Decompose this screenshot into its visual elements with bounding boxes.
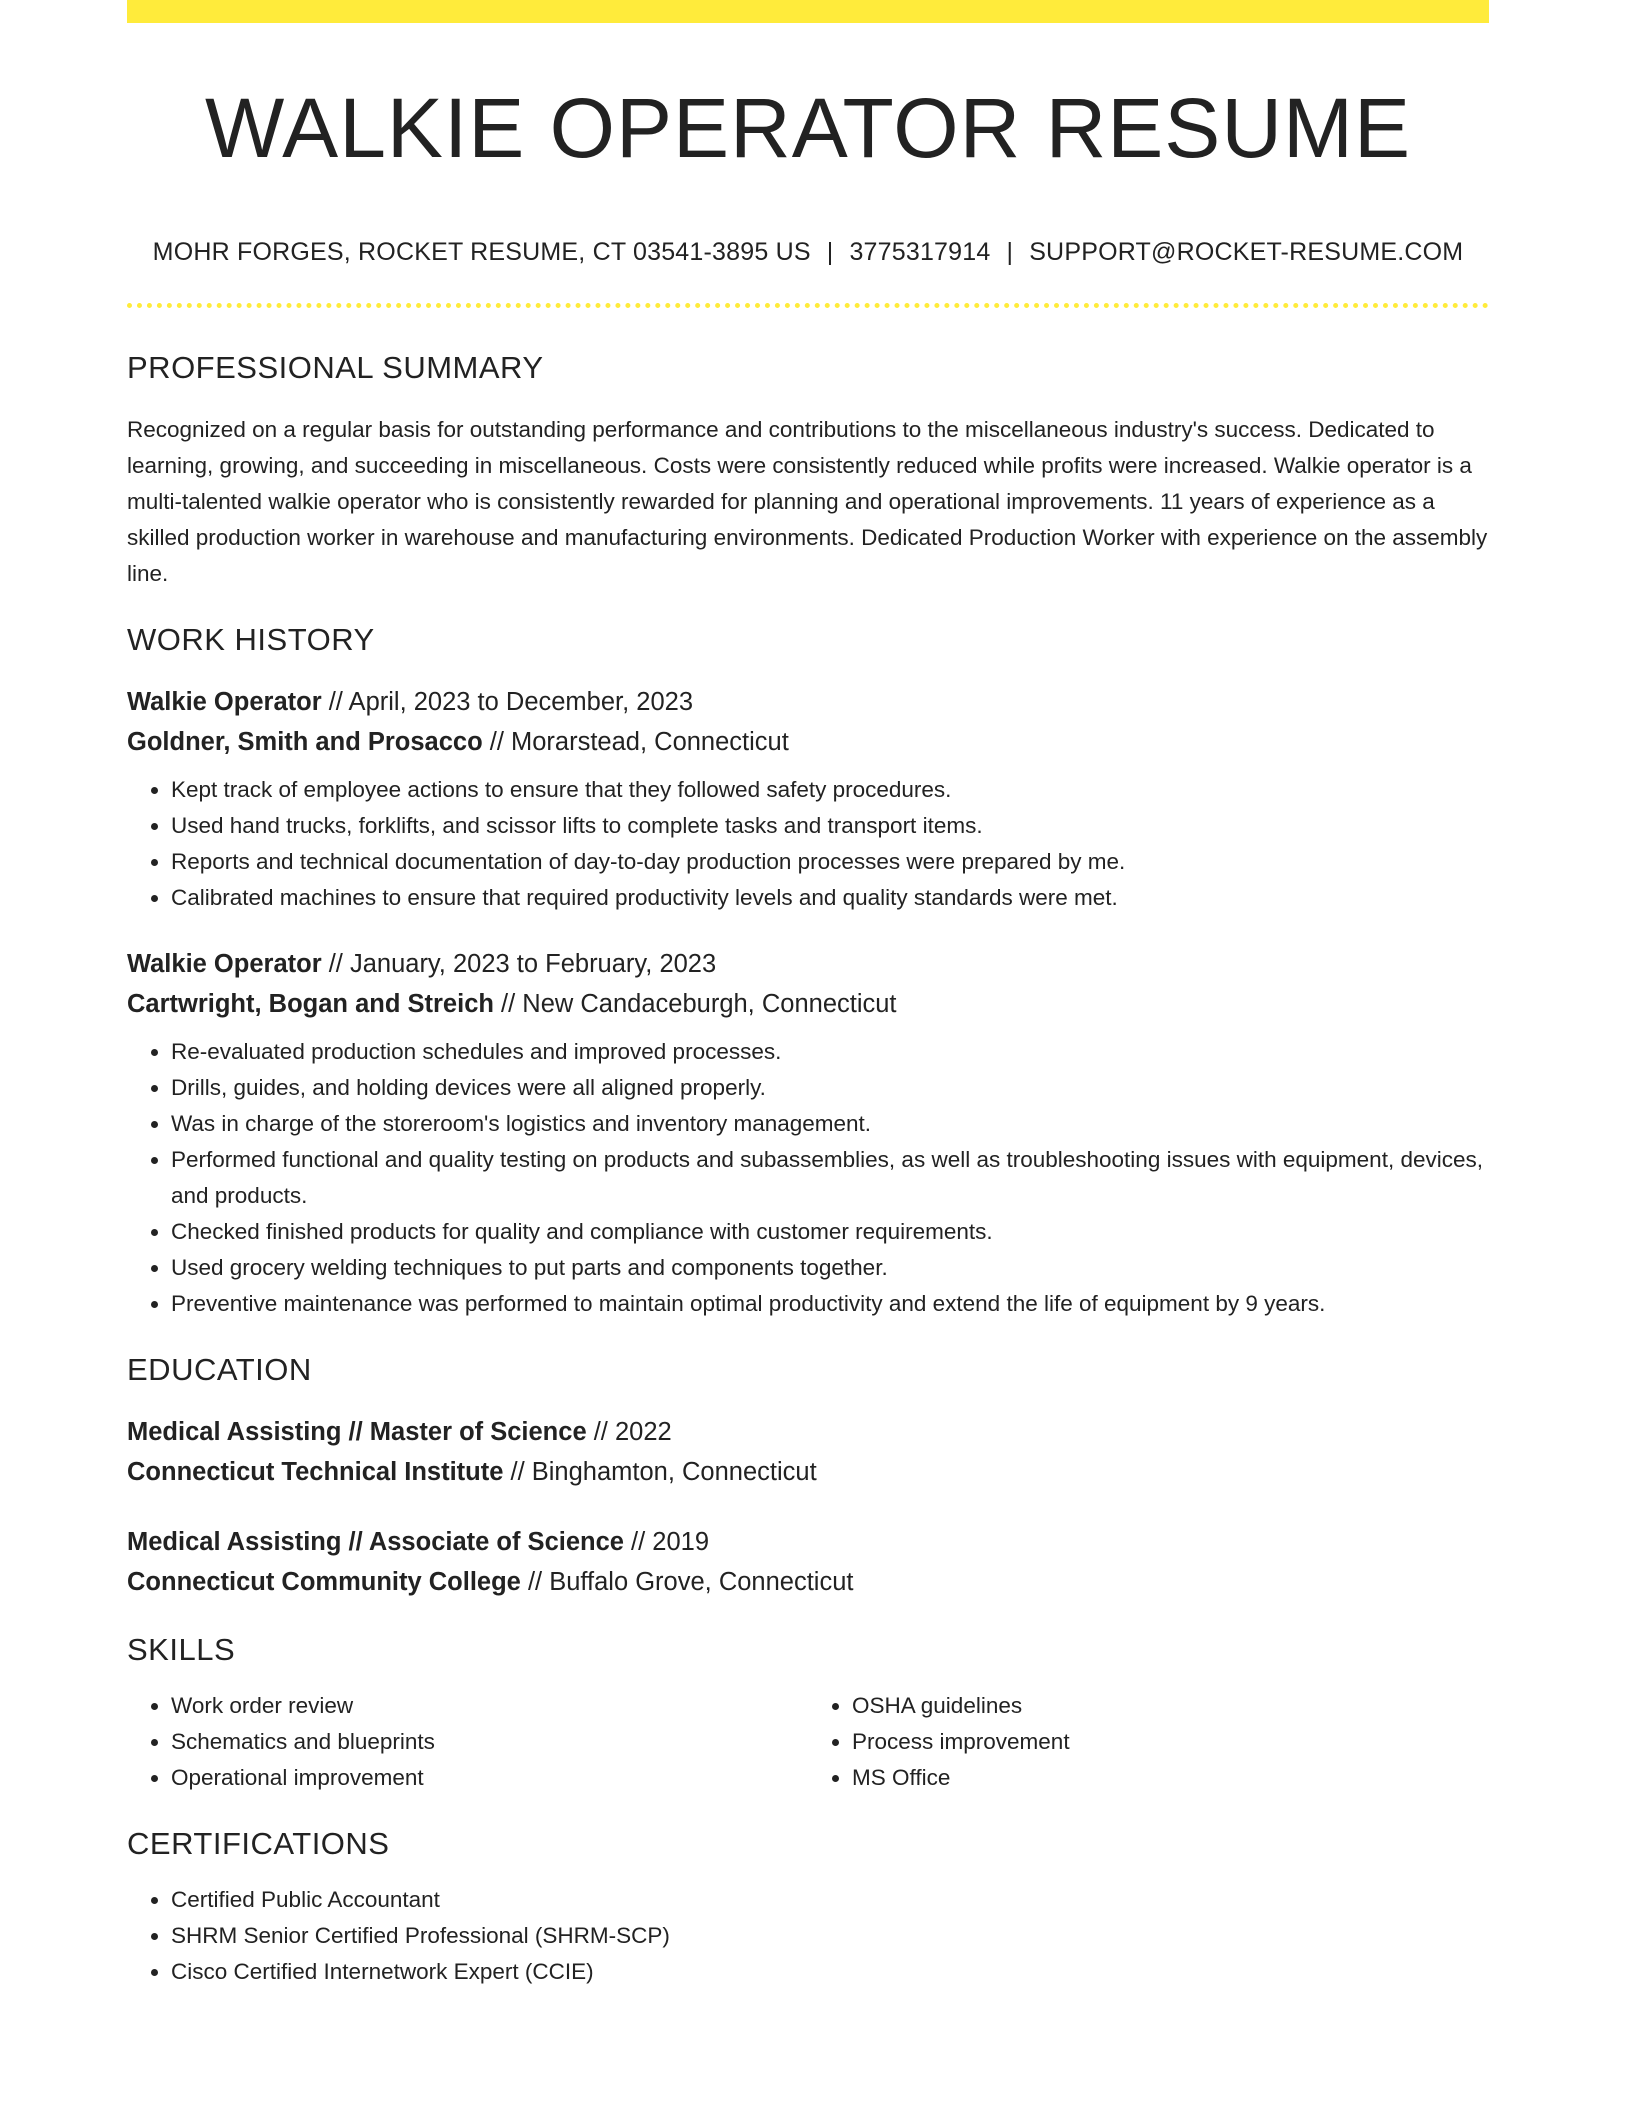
education-year: // 2022	[586, 1418, 672, 1446]
summary-heading: PROFESSIONAL SUMMARY	[127, 350, 544, 385]
job-bullet: • Performed functional and quality testing on products and subassemblies, as well as troubleshooting issues with equipment, devices, and products.	[171, 1142, 1489, 1214]
summary-section	[127, 350, 1489, 592]
contact-line	[127, 238, 1489, 267]
job-bullet: • Was in charge of the storeroom's logistics and inventory management.	[171, 1106, 1489, 1142]
education-location: // Binghamton, Connecticut	[503, 1458, 817, 1486]
job-title-line	[127, 944, 1489, 984]
resume-content	[127, 350, 1489, 1990]
job-company-line	[127, 722, 1489, 762]
contact-separator: |	[826, 238, 834, 266]
skill-item: • Process improvement	[852, 1724, 1489, 1760]
job-bullets	[127, 1034, 1489, 1322]
education-school: Connecticut Community College	[127, 1568, 521, 1596]
education-location: // Buffalo Grove, Connecticut	[520, 1568, 854, 1596]
education-degree-line	[127, 1412, 1489, 1452]
job-bullet: • Used grocery welding techniques to put parts and components together.	[171, 1250, 1489, 1286]
job-bullet: • Preventive maintenance was performed to maintain optimal productivity and extend the life of equipment by 9 years.	[171, 1286, 1489, 1322]
skills-heading: SKILLS	[127, 1632, 236, 1667]
skills-grid	[127, 1688, 1489, 1796]
certification-item: • Cisco Certified Internetwork Expert (CCIE)	[171, 1954, 1489, 1990]
education-section	[127, 1352, 1489, 1602]
education-school-line	[127, 1452, 1489, 1492]
job-bullet: • Checked finished products for quality and compliance with customer requirements.	[171, 1214, 1489, 1250]
job-location: // Morarstead, Connecticut	[482, 728, 789, 756]
contact-phone: 3775317914	[849, 238, 991, 266]
certification-item: • SHRM Senior Certified Professional (SHRM-SCP)	[171, 1918, 1489, 1954]
skill-item: • MS Office	[852, 1760, 1489, 1796]
education-degree: Medical Assisting // Master of Science	[127, 1418, 587, 1446]
job-company: Goldner, Smith and Prosacco	[127, 728, 483, 756]
job-entry	[127, 682, 1489, 916]
dotted-divider	[127, 303, 1489, 308]
job-dates: // January, 2023 to February, 2023	[321, 950, 717, 978]
skill-item: • Schematics and blueprints	[171, 1724, 808, 1760]
education-school: Connecticut Technical Institute	[127, 1458, 504, 1486]
job-bullet: • Kept track of employee actions to ensure that they followed safety procedures.	[171, 772, 1489, 808]
job-entry	[127, 944, 1489, 1322]
summary-text: Recognized on a regular basis for outstanding performance and contributions to the miscellaneous industry's success. Dedicated to learning, growing, and succeeding in miscellaneous. Costs were consistently reduced while profits were increased. Walkie operator is a multi-talented walkie operator who is consistently rewarded for planning and operational improvements. 11 years of experience as a skilled production worker in warehouse and manufacturing environments. Dedicated Production Worker with experience on the assembly line.	[127, 417, 1488, 586]
skills-right-column	[808, 1688, 1489, 1796]
education-year: // 2019	[623, 1528, 710, 1556]
resume-title: WALKIE OPERATOR RESUME	[205, 81, 1411, 175]
certifications-section	[127, 1826, 1489, 1990]
education-degree: Medical Assisting // Associate of Science	[127, 1528, 624, 1556]
education-school-line	[127, 1562, 1489, 1602]
skills-left-column	[127, 1688, 808, 1796]
work-history-section	[127, 622, 1489, 1322]
job-bullet: • Used hand trucks, forklifts, and scissor lifts to complete tasks and transport items.	[171, 808, 1489, 844]
skill-item: • Operational improvement	[171, 1760, 808, 1796]
job-title: Walkie Operator	[127, 688, 322, 716]
job-dates: // April, 2023 to December, 2023	[321, 688, 694, 716]
education-heading: EDUCATION	[127, 1352, 312, 1387]
certification-item: • Certified Public Accountant	[171, 1882, 1489, 1918]
skill-item: • OSHA guidelines	[852, 1688, 1489, 1724]
contact-email: SUPPORT@ROCKET-RESUME.COM	[1029, 238, 1464, 266]
skill-item: • Work order review	[171, 1688, 808, 1724]
certifications-list	[127, 1882, 1489, 1990]
top-accent-bar	[127, 0, 1489, 23]
job-bullet: • Drills, guides, and holding devices were all aligned properly.	[171, 1070, 1489, 1106]
education-entry	[127, 1412, 1489, 1492]
job-title: Walkie Operator	[127, 950, 322, 978]
education-entry	[127, 1522, 1489, 1602]
job-bullet: • Re-evaluated production schedules and improved processes.	[171, 1034, 1489, 1070]
job-company: Cartwright, Bogan and Streich	[127, 990, 494, 1018]
job-company-line	[127, 984, 1489, 1024]
job-bullet: • Calibrated machines to ensure that required productivity levels and quality standards were met.	[171, 880, 1489, 916]
work-history-heading: WORK HISTORY	[127, 622, 375, 657]
certifications-heading: CERTIFICATIONS	[127, 1826, 390, 1861]
job-bullet: • Reports and technical documentation of day-to-day production processes were prepared by me.	[171, 844, 1489, 880]
education-degree-line	[127, 1522, 1489, 1562]
job-bullets	[127, 772, 1489, 916]
contact-separator: |	[1006, 238, 1014, 266]
job-title-line	[127, 682, 1489, 722]
contact-address: MOHR FORGES, ROCKET RESUME, CT 03541-3895 US	[152, 238, 811, 266]
job-location: // New Candaceburgh, Connecticut	[493, 990, 897, 1018]
skills-section	[127, 1632, 1489, 1796]
